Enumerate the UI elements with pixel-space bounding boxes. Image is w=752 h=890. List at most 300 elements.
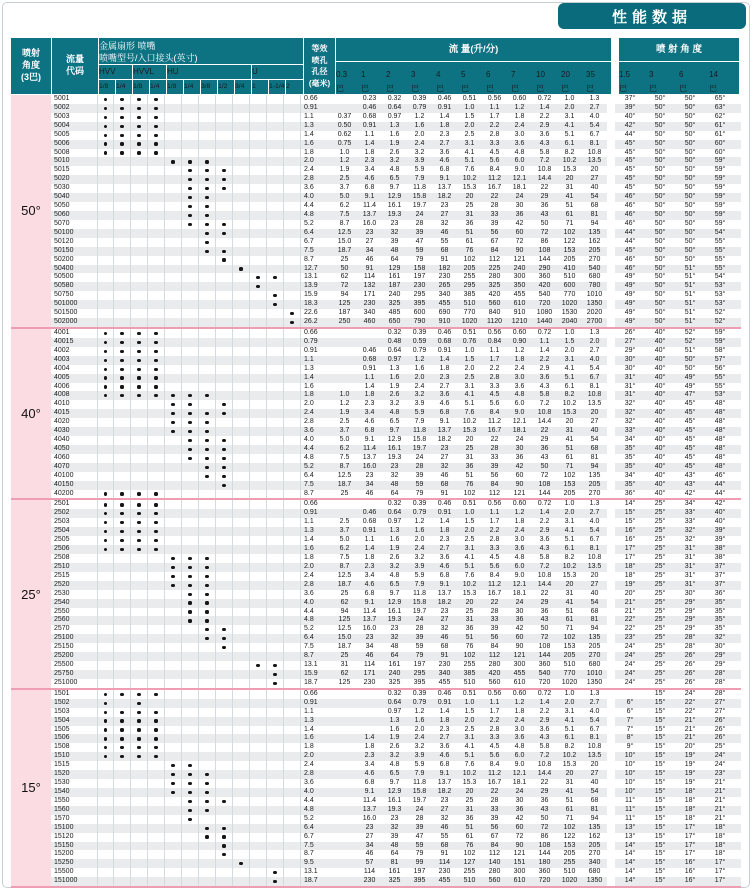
- spray-angle-cell: 40°: [654, 480, 666, 488]
- flow-value-cell: 39: [390, 237, 399, 245]
- orifice-cell: 0.91: [304, 103, 318, 111]
- flow-code-cell: 5008: [54, 148, 70, 156]
- dot-cell-empty: [216, 652, 233, 661]
- dot-cell-empty: [97, 806, 114, 815]
- orifice-cell: 6.4: [304, 823, 314, 831]
- flow-value-cell: 4.8: [514, 391, 525, 399]
- spray-angle-cell: 45°: [624, 148, 636, 156]
- availability-dot-cell: [148, 500, 165, 509]
- flow-value-cell: 22: [540, 589, 549, 597]
- spray-angle-cell: 24°: [684, 689, 696, 697]
- orifice-cell: 1.8: [304, 391, 314, 399]
- dot-cell-empty: [233, 679, 250, 688]
- flow-value-cell: 22: [490, 436, 499, 444]
- flow-value-cell: 1.1: [364, 373, 375, 381]
- flow-value-cell: 40: [590, 779, 599, 787]
- flow-value-cell: 1.2: [414, 518, 425, 526]
- header-equivalent-orifice: 等效 喷孔 孔径 (毫米): [304, 38, 335, 94]
- dot-cell-empty: [114, 625, 131, 634]
- flow-value-cell: 12.9: [387, 787, 402, 795]
- orifice-cell: 3.6: [304, 184, 314, 192]
- availability-dot: [137, 503, 140, 506]
- dot-cell-empty: [284, 356, 301, 365]
- spray-angle-cell: 34°: [624, 436, 636, 444]
- angle-section: [11, 329, 741, 499]
- flow-value-cell: 20: [565, 770, 574, 778]
- availability-dot: [154, 530, 157, 533]
- flow-value-cell: 2.6: [389, 554, 400, 562]
- flow-value-cell: 2.5: [464, 373, 475, 381]
- dot-cell-empty: [165, 590, 182, 599]
- flow-value-cell: 27: [440, 805, 449, 813]
- availability-dot: [137, 737, 140, 740]
- flow-value-cell: 9.0: [514, 166, 525, 174]
- flow-value-cell: 2.5: [339, 175, 350, 183]
- flow-value-cell: 187: [338, 309, 351, 317]
- dot-cell-empty: [114, 157, 131, 166]
- dot-cell-empty: [97, 868, 114, 877]
- spray-angle-cell: 50°: [684, 103, 696, 111]
- availability-dot: [273, 664, 276, 667]
- availability-dot: [171, 773, 174, 776]
- flow-value-cell: 1.8: [364, 554, 375, 562]
- dot-cell-empty: [182, 670, 199, 679]
- dot-cell-empty: [114, 256, 131, 265]
- dot-cell-empty: [148, 625, 165, 634]
- flow-value-cell: 205: [563, 255, 576, 263]
- spray-angle-cell: 17°: [624, 554, 636, 562]
- column-gap: [607, 391, 615, 400]
- table-row: [51, 652, 741, 661]
- flow-value-cell: 16.0: [362, 219, 377, 227]
- dot-cell-empty: [284, 265, 301, 274]
- availability-dot: [137, 693, 140, 696]
- column-gap: [607, 788, 615, 797]
- dot-cell-empty: [250, 238, 267, 247]
- flow-value-cell: [332, 788, 357, 797]
- flow-value-cell: 455: [438, 877, 451, 885]
- dot-cell-empty: [233, 770, 250, 779]
- availability-dot-cell: [131, 527, 148, 536]
- flow-value-cell: 197: [413, 868, 426, 876]
- flow-value-cell: 2.3: [364, 562, 375, 570]
- spray-angle-cell: 44°: [624, 130, 636, 138]
- flow-value-cell: 0.68: [437, 337, 452, 345]
- flow-value-cell: 0.91: [362, 527, 377, 535]
- flow-value-cell: 2.9: [539, 121, 550, 129]
- flow-value-cell: 3.9: [414, 752, 425, 760]
- spray-angle-cell: 24°: [714, 761, 726, 769]
- dot-cell-empty: [165, 734, 182, 743]
- flow-value-cell: 1.6: [389, 373, 400, 381]
- flow-value-cell: 1.7: [489, 518, 500, 526]
- availability-dot: [222, 853, 225, 856]
- flow-value-cell: 2.6: [389, 148, 400, 156]
- spray-angle-cell: 40°: [654, 364, 666, 372]
- dot-cell-empty: [148, 229, 165, 238]
- availability-dot-cell: [97, 365, 114, 374]
- spray-angle-cell: 17°: [714, 868, 726, 876]
- availability-dot-cell: [131, 717, 148, 726]
- availability-dot-cell: [97, 752, 114, 761]
- dot-cell-empty: [216, 761, 233, 770]
- dot-cell-empty: [182, 356, 199, 365]
- availability-dot: [120, 385, 123, 388]
- dot-cell-empty: [267, 338, 284, 347]
- dot-cell-empty: [148, 256, 165, 265]
- availability-dot-cell: [199, 590, 216, 599]
- flow-value-cell: 1.2: [514, 698, 525, 706]
- flow-code-cell: 50150: [54, 246, 74, 254]
- flow-code-cell: 1505: [54, 725, 70, 733]
- flow-value-cell: 40: [590, 427, 599, 435]
- flow-code-cell: 251000: [54, 678, 78, 686]
- availability-dot-cell: [165, 581, 182, 590]
- dot-cell-empty: [284, 545, 301, 554]
- spray-angle-cell: 25°: [654, 643, 666, 651]
- flow-value-cell: 6.8: [364, 779, 375, 787]
- column-gap: [607, 859, 615, 868]
- flow-code-cell: 1504: [54, 716, 70, 724]
- flow-value-cell: 16.0: [362, 462, 377, 470]
- flow-value-cell: 0.79: [412, 509, 427, 517]
- flow-value-cell: 6.7: [589, 536, 600, 544]
- flow-value-cell: 510: [563, 661, 576, 669]
- table-row: [51, 634, 741, 643]
- flow-value-cell: 1.3: [389, 716, 400, 724]
- availability-dot-cell: [97, 104, 114, 113]
- flow-value-cell: 61: [565, 616, 574, 624]
- flow-value-cell: 23: [390, 814, 399, 822]
- availability-dot: [137, 368, 140, 371]
- flow-value-cell: 15.3: [462, 779, 477, 787]
- dot-cell-empty: [131, 563, 148, 572]
- spray-angle-cell: 30°: [624, 355, 636, 363]
- spray-angle-cell: 26°: [684, 652, 696, 660]
- flow-value-cell: 2.3: [439, 725, 450, 733]
- availability-dot: [205, 466, 208, 469]
- flow-value-cell: 2.0: [464, 364, 475, 372]
- flow-code-cell: 1520: [54, 770, 70, 778]
- dot-cell-empty: [165, 877, 182, 886]
- flow-value-cell: 48: [390, 480, 399, 488]
- orifice-cell: 1.4: [304, 725, 314, 733]
- availability-dot-cell: [131, 734, 148, 743]
- dot-cell-empty: [199, 318, 216, 327]
- spray-angle-cell: 25°: [654, 678, 666, 686]
- flow-value-cell: 1.8: [439, 527, 450, 535]
- flow-value-cell: 102: [463, 489, 476, 497]
- flow-value-cell: 0.50: [337, 121, 352, 129]
- flow-value-cell: 395: [413, 300, 426, 308]
- flow-value-cell: 48: [390, 246, 399, 254]
- availability-dot: [120, 341, 123, 344]
- dot-cell-empty: [267, 157, 284, 166]
- flow-value-cell: 1.0: [564, 500, 575, 508]
- dot-cell-empty: [165, 752, 182, 761]
- flow-value-cell: 2.2: [489, 527, 500, 535]
- flow-value-cell: 50: [540, 814, 549, 822]
- flow-value-cell: 3.1: [464, 139, 475, 147]
- flow-value-cell: 24: [415, 453, 424, 461]
- flow-value-cell: 1.9: [389, 734, 400, 742]
- dot-cell-empty: [216, 770, 233, 779]
- flow-value-cell: 1.1: [489, 509, 500, 517]
- spray-angle-cell: 25°: [714, 743, 726, 751]
- flow-value-cell: 32: [440, 625, 449, 633]
- flow-code-cell: 5006: [54, 139, 70, 147]
- availability-dot: [188, 557, 191, 560]
- flow-value-cell: 3.4: [364, 409, 375, 417]
- flow-value-cell: 460: [363, 318, 376, 326]
- availability-dot: [205, 430, 208, 433]
- flow-value-cell: 290: [538, 264, 551, 272]
- dot-cell-empty: [182, 282, 199, 291]
- availability-dot: [154, 98, 157, 101]
- availability-dot-cell: [131, 391, 148, 400]
- flow-value-cell: 10.8: [537, 571, 552, 579]
- availability-dot: [171, 764, 174, 767]
- dot-cell-empty: [199, 717, 216, 726]
- flow-value-cell: 1.9: [339, 166, 350, 174]
- availability-dot: [154, 728, 157, 731]
- flow-value-cell: 71: [565, 814, 574, 822]
- spray-angle-cell: 20°: [624, 589, 636, 597]
- availability-dot: [154, 693, 157, 696]
- dot-cell-empty: [267, 690, 284, 699]
- dot-cell-empty: [131, 265, 148, 274]
- availability-dot: [205, 610, 208, 613]
- flow-value-cell: 1.0: [464, 509, 475, 517]
- dot-cell-empty: [182, 518, 199, 527]
- availability-dot-cell: [97, 726, 114, 735]
- dot-cell-empty: [131, 166, 148, 175]
- flow-value-cell: 0.32: [387, 500, 402, 508]
- column-gap: [607, 282, 615, 291]
- availability-dot-cell: [114, 338, 131, 347]
- flow-value-cell: 1.3: [589, 328, 600, 336]
- dot-cell-empty: [148, 788, 165, 797]
- table-row: [51, 743, 741, 752]
- flow-value-cell: 54: [590, 598, 599, 606]
- flow-value-cell: 395: [413, 877, 426, 885]
- availability-dot-cell: [97, 338, 114, 347]
- spray-angle-cell: 6°: [626, 698, 634, 706]
- orifice-cell: 2.8: [304, 580, 314, 588]
- flow-value-cell: 31: [465, 805, 474, 813]
- orifice-cell: 2.0: [304, 400, 314, 408]
- availability-dot: [120, 332, 123, 335]
- spray-angle-cell: 40°: [654, 346, 666, 354]
- flow-code-cell: 4004: [54, 364, 70, 372]
- availability-dot: [120, 719, 123, 722]
- flow-code-cell: 1508: [54, 743, 70, 751]
- flow-value-cell: 114: [438, 859, 451, 867]
- header-nozzle-series-row: [99, 65, 303, 80]
- dot-cell-empty: [114, 273, 131, 282]
- flow-value-cell: 33: [490, 805, 499, 813]
- availability-dot: [104, 530, 107, 533]
- spray-angle-cell: 42°: [684, 489, 696, 497]
- flow-value-cell: 5.1: [564, 130, 575, 138]
- dot-cell-empty: [284, 752, 301, 761]
- column-gap: [607, 220, 615, 229]
- flow-value-cell: 51: [565, 607, 574, 615]
- dot-cell-empty: [131, 409, 148, 418]
- flow-value-cell: 7.5: [339, 554, 350, 562]
- column-gap: [607, 329, 615, 338]
- flow-value-cell: 22: [490, 598, 499, 606]
- dot-cell-empty: [165, 229, 182, 238]
- column-gap: [607, 690, 615, 699]
- availability-dot: [104, 341, 107, 344]
- flow-value-cell: 3.3: [489, 382, 500, 390]
- availability-dot-cell: [216, 481, 233, 490]
- dot-cell-empty: [148, 175, 165, 184]
- orifice-cell: 4.0: [304, 193, 314, 201]
- spray-angle-cell: 34°: [684, 500, 696, 508]
- dot-cell-empty: [216, 140, 233, 149]
- dot-cell-empty: [267, 409, 284, 418]
- dot-cell-empty: [216, 743, 233, 752]
- availability-dot: [222, 250, 225, 253]
- spray-angle-cell: 55°: [714, 382, 726, 390]
- availability-dot-cell: [97, 347, 114, 356]
- flow-value-cell: 19.7: [412, 444, 427, 452]
- availability-dot: [222, 457, 225, 460]
- availability-dot: [205, 584, 208, 587]
- spray-angle-cell: 13°: [624, 823, 636, 831]
- flow-value-cell: 127: [463, 859, 476, 867]
- flow-value-cell: 112: [488, 652, 501, 660]
- spray-angle-cell: 15°: [654, 823, 666, 831]
- flow-value-cell: 1.1: [489, 103, 500, 111]
- flow-value-cell: 30: [515, 607, 524, 615]
- flow-value-cell: 1440: [536, 318, 553, 326]
- spray-angle-cell: 51°: [684, 318, 696, 326]
- dot-cell-empty: [182, 104, 199, 113]
- table-row: [51, 850, 741, 859]
- flow-value-cell: 61: [565, 453, 574, 461]
- availability-dot: [290, 312, 293, 315]
- flow-value-cell: 15.3: [562, 409, 577, 417]
- spray-angle-cell: 40°: [654, 444, 666, 452]
- flow-value-cell: [332, 509, 357, 518]
- availability-dot: [205, 160, 208, 163]
- flow-value-cell: 180: [538, 859, 551, 867]
- flow-value-cell: 62: [340, 598, 349, 606]
- availability-dot: [137, 359, 140, 362]
- flow-value-cell: 510: [463, 877, 476, 885]
- flow-value-cell: 1.1: [364, 536, 375, 544]
- availability-dot-cell: [114, 509, 131, 518]
- table-row: [51, 788, 741, 797]
- availability-dot-cell: [182, 806, 199, 815]
- spray-angle-cell: 50°: [684, 148, 696, 156]
- table-row: [51, 770, 741, 779]
- flow-value-cell: 2.4: [414, 545, 425, 553]
- dot-cell-empty: [114, 211, 131, 220]
- flow-value-cell: 0.39: [412, 500, 427, 508]
- flow-value-cell: 28: [490, 202, 499, 210]
- dot-cell-empty: [233, 338, 250, 347]
- flow-value-cell: 13.7: [437, 184, 452, 192]
- flow-value-cell: 0.64: [387, 346, 402, 354]
- dot-cell-empty: [267, 193, 284, 202]
- spray-angle-cell: 28°: [684, 643, 696, 651]
- availability-dot-cell: [97, 545, 114, 554]
- dot-cell-empty: [267, 113, 284, 122]
- dot-cell-empty: [233, 220, 250, 229]
- availability-dot-cell: [199, 824, 216, 833]
- header-column-gap: [611, 38, 619, 94]
- spray-angle-cell: 54°: [714, 228, 726, 236]
- flow-value-cell: 560: [488, 877, 501, 885]
- spray-angle-cell: 46°: [624, 202, 636, 210]
- dot-cell-empty: [233, 554, 250, 563]
- spray-angle-cell: 24°: [624, 661, 636, 669]
- dot-cell-empty: [284, 797, 301, 806]
- spray-angle-cell: 52°: [714, 309, 726, 317]
- dot-cell-empty: [131, 229, 148, 238]
- flow-value-cell: 680: [588, 868, 601, 876]
- spray-angle-cell: 27°: [714, 698, 726, 706]
- flow-value-cell: 0.72: [537, 328, 552, 336]
- dot-cell-empty: [114, 247, 131, 256]
- spray-angle-cell: 35°: [624, 462, 636, 470]
- flow-value-cell: 6.1: [564, 139, 575, 147]
- flow-value-cell: 7.9: [414, 175, 425, 183]
- spray-angle-cell: 50°: [654, 228, 666, 236]
- flow-value-cell: 79: [415, 652, 424, 660]
- dot-cell-empty: [148, 481, 165, 490]
- flow-value-cell: 240: [388, 670, 401, 677]
- flow-value-cell: 10.2: [562, 400, 577, 408]
- dot-cell-empty: [250, 256, 267, 265]
- dot-cell-empty: [182, 481, 199, 490]
- dot-cell-empty: [233, 365, 250, 374]
- availability-dot-cell: [97, 509, 114, 518]
- flow-value-cell: 0.60: [512, 95, 527, 102]
- flow-value-cell: 3.4: [364, 166, 375, 174]
- flow-value-cell: 2.7: [589, 346, 600, 354]
- spray-angle-cell: 25°: [654, 527, 666, 535]
- flow-code-cell: 2515: [54, 571, 70, 579]
- dot-cell-empty: [250, 300, 267, 309]
- flow-value-cell: 8.7: [339, 219, 350, 227]
- availability-dot-cell: [165, 554, 182, 563]
- dot-cell-empty: [199, 383, 216, 392]
- availability-dot-cell: [148, 708, 165, 717]
- availability-dot: [188, 764, 191, 767]
- dot-cell-empty: [284, 400, 301, 409]
- availability-dot-cell: [182, 590, 199, 599]
- flow-value-cell: 55: [440, 237, 449, 245]
- flow-value-cell: 13.7: [437, 589, 452, 597]
- dot-cell-empty: [284, 616, 301, 625]
- header-size-hvvl-1/4: 1/4: [150, 80, 167, 94]
- dot-cell-empty: [131, 616, 148, 625]
- dot-cell-empty: [97, 445, 114, 454]
- spray-angle-cell: 7°: [626, 716, 634, 724]
- dot-cell-empty: [114, 608, 131, 617]
- availability-dot: [273, 294, 276, 297]
- dot-cell-empty: [284, 679, 301, 688]
- dot-cell-empty: [250, 175, 267, 184]
- flow-value-cell: 2.7: [439, 139, 450, 147]
- flow-value-cell: 16.7: [487, 427, 502, 435]
- flow-value-cell: 2040: [561, 318, 578, 326]
